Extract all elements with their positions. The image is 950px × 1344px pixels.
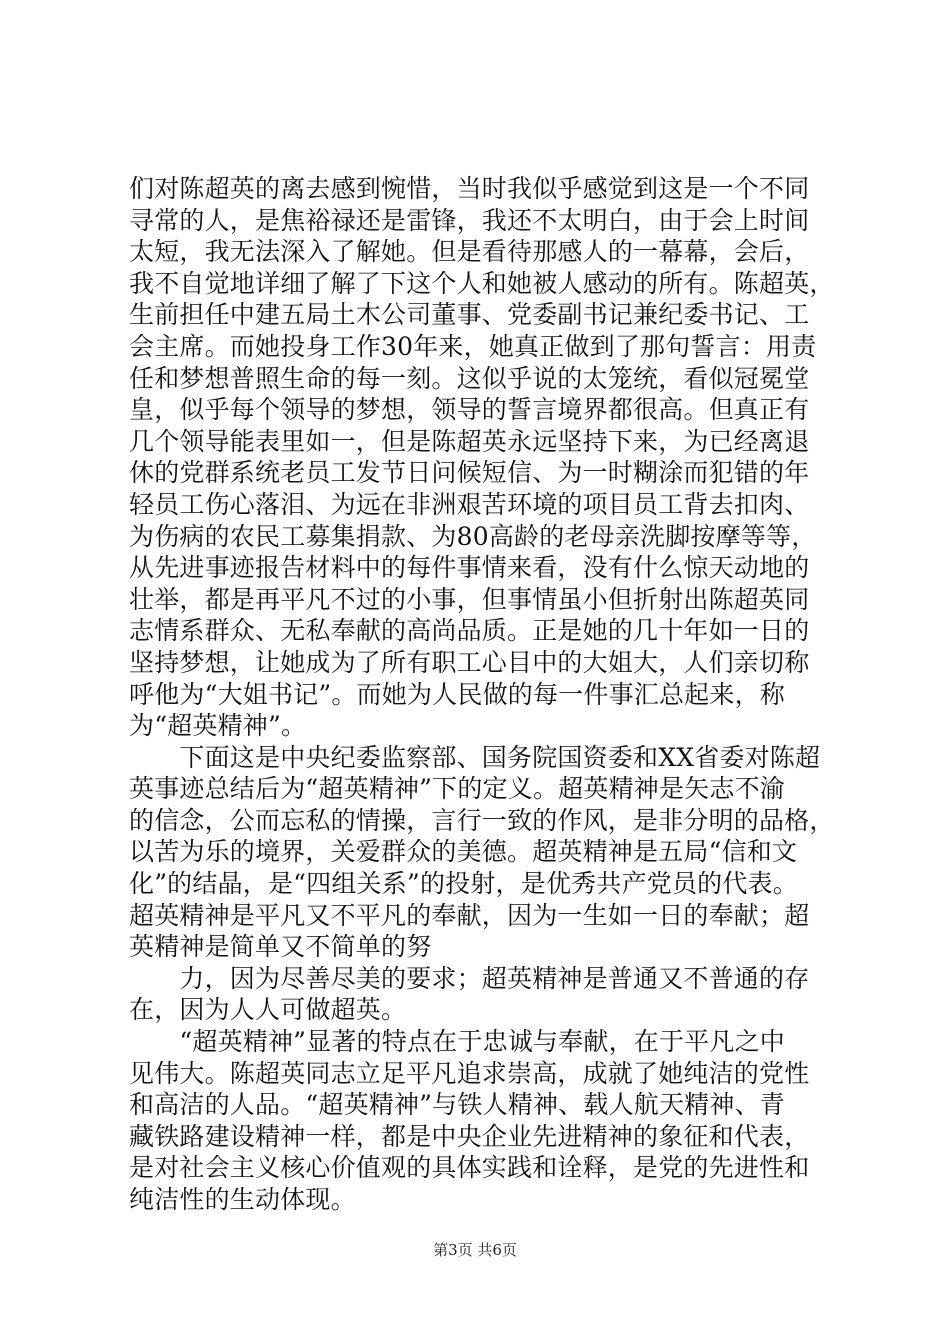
text-line: 藏铁路建设精神一样，都是中央企业先进精神的象征和代表， [129, 1121, 810, 1151]
text-line: 以苦为乐的境界，关爱群众的美德。超英精神是五局“信和文 [129, 837, 798, 867]
text-line: 英精神是简单又不简单的努 [129, 932, 432, 962]
text-line: 呼他为“大姐书记”。而她为人民做的每一件事汇总起来，称 [129, 679, 785, 709]
text-line: 超英精神是平凡又不平凡的奉献，因为一生如一日的奉献；超 [129, 900, 810, 930]
text-line: 力，因为尽善尽美的要求；超英精神是普通又不普通的存 [129, 963, 810, 993]
text-line: 的信念，公而忘私的情操，言行一致的作风，是非分明的品格， [129, 805, 835, 835]
text-line: 会主席。而她投身工作30年来，她真正做到了那句誓言：用责 [129, 331, 817, 361]
text-line: 们对陈超英的离去感到惋惜，当时我似乎感觉到这是一个不同 [129, 174, 810, 203]
page-footer [0, 1239, 950, 1260]
body-text [129, 173, 835, 1216]
page-number-label: 第3页 共6页 [433, 1241, 517, 1259]
text-line: 见伟大。陈超英同志立足平凡追求崇高，成就了她纯洁的党性 [129, 1058, 810, 1088]
text-line: 任和梦想普照生命的每一刻。这似乎说的太笼统，看似冠冕堂 [129, 363, 810, 393]
text-line: 为伤病的农民工募集捐款、为80高龄的老母亲洗脚按摩等等， [129, 521, 817, 551]
text-line: 下面这是中央纪委监察部、国务院国资委和XX省委对陈超 [129, 742, 821, 772]
text-line: 太短，我无法深入了解她。但是看待那感人的一幕幕，会后， [129, 237, 810, 267]
text-line: 我不自觉地详细了解了下这个人和她被人感动的所有。陈超英， [129, 268, 835, 298]
text-line: 生前担任中建五局土木公司董事、党委副书记兼纪委书记、工 [129, 300, 810, 330]
text-line: 从先进事迹报告材料中的每件事情来看，没有什么惊天动地的 [129, 553, 810, 583]
text-line: 化”的结晶，是“四组关系”的投射，是优秀共产党员的代表。 [129, 869, 798, 899]
text-line: 在，因为人人可做超英。 [129, 995, 407, 1025]
text-line: 是对社会主义核心价值观的具体实践和诠释，是党的先进性和 [129, 1153, 810, 1183]
text-line: 英事迹总结后为“超英精神”下的定义。超英精神是矢志不渝 [129, 774, 785, 804]
text-line: 皇，似乎每个领导的梦想，领导的誓言境界都很高。但真正有 [129, 395, 810, 425]
text-line: 休的党群系统老员工发节日问候短信、为一时糊涂而犯错的年 [129, 458, 810, 488]
text-line: 轻员工伤心落泪、为远在非洲艰苦环境的项目员工背去扣肉、 [129, 489, 810, 519]
text-line: 志情系群众、无私奉献的高尚品质。正是她的几十年如一日的 [129, 616, 810, 646]
text-line: 几个领导能表里如一，但是陈超英永远坚持下来，为已经离退 [129, 426, 810, 456]
text-line: 为“超英精神”。 [129, 711, 307, 741]
text-line: 纯洁性的生动体现。 [129, 1185, 356, 1214]
text-line: 坚持梦想，让她成为了所有职工心目中的大姐大，人们亲切称 [129, 647, 810, 677]
text-line: “超英精神”显著的特点在于忠诚与奉献，在于平凡之中 [129, 1027, 785, 1057]
text-line: 寻常的人，是焦裕禄还是雷锋，我还不太明白，由于会上时间 [129, 205, 810, 235]
text-line: 壮举，都是再平凡不过的小事，但事情虽小但折射出陈超英同 [129, 584, 810, 614]
text-line: 和高洁的人品。“超英精神”与铁人精神、载人航天精神、青 [129, 1090, 785, 1120]
